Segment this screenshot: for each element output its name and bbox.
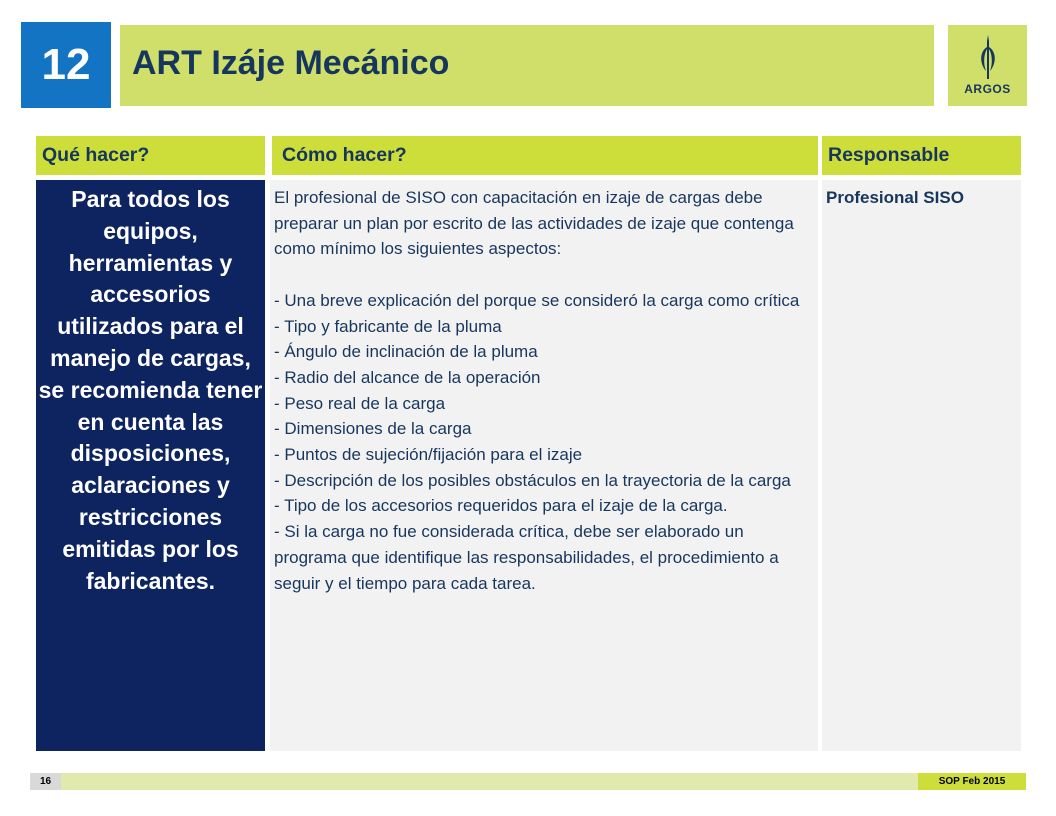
how-item: - Peso real de la carga	[274, 393, 446, 413]
argos-logo	[948, 25, 1027, 106]
slide-title: ART Izáje Mecánico	[132, 44, 450, 82]
how-item: - Puntos de sujeción/fijación para el izaje	[274, 445, 583, 465]
how-item: - Radio del alcance de la operación	[274, 367, 541, 387]
how-item: - Tipo de los accesorios requeridos para el izaje de la carga.	[274, 496, 728, 516]
how-item: - Una breve explicación del porque se consideró la carga como crítica	[274, 290, 800, 310]
what-cell	[36, 180, 265, 751]
header-how: Cómo hacer?	[272, 136, 818, 175]
header-responsible: Responsable	[822, 136, 1021, 175]
title-bar	[120, 25, 934, 106]
footer-reference: SOP Feb 2015	[918, 773, 1026, 790]
spacer	[274, 262, 815, 288]
responsible-text: Profesional SISO	[826, 188, 964, 207]
responsible-cell	[822, 180, 1021, 751]
how-intro: El profesional de SISO con capacitación en izaje de cargas debe preparar un plan por escrito de las actividades de izaje que contenga como mínimo los siguientes aspectos:	[274, 188, 794, 259]
how-item: - Dimensiones de la carga	[274, 419, 472, 439]
slide-number: 12	[21, 22, 111, 108]
argos-logo-icon	[978, 35, 998, 81]
footer-bar	[30, 773, 1026, 790]
header-what: Qué hacer?	[36, 136, 265, 175]
how-item: - Si la carga no fue considerada crítica, debe ser elaborado un programa que identifique las responsabilidades, el procedimiento a seguir y el tiempo para cada tarea.	[274, 522, 779, 593]
what-text: Para todos los equipos, herramientas y accesorios utilizados para el manejo de cargas, se recomienda tener en cuenta las disposiciones, aclaraciones y restricciones emitidas por los fabricantes.	[38, 186, 263, 594]
how-item: - Tipo y fabricante de la pluma	[274, 316, 502, 336]
logo-text: ARGOS	[964, 82, 1011, 96]
how-item: - Ángulo de inclinación de la pluma	[274, 342, 538, 362]
how-cell	[270, 180, 818, 751]
how-item: - Descripción de los posibles obstáculos en la trayectoria de la carga	[274, 470, 791, 490]
page-number: 16	[30, 773, 61, 790]
